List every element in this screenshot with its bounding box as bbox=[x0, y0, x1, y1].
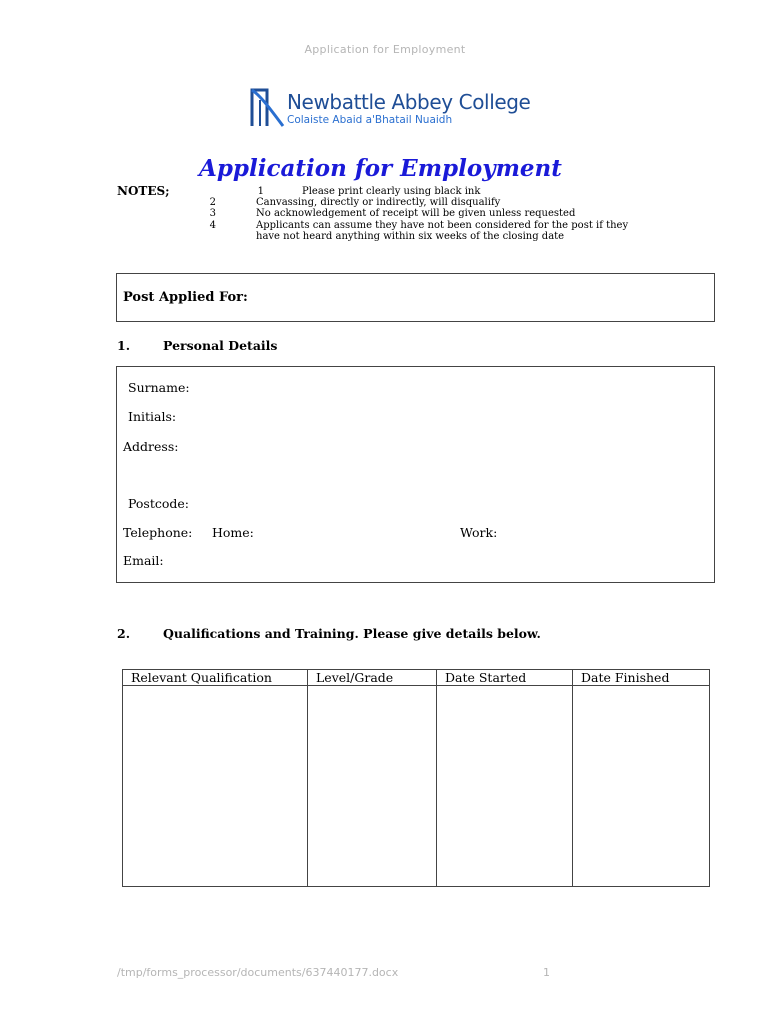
footer-page-number: 1 bbox=[543, 966, 550, 979]
note-text-continued: have not heard anything within six weeks of the closing date bbox=[256, 231, 565, 242]
notes-label: NOTES; bbox=[117, 184, 170, 198]
surname-field[interactable]: Surname: bbox=[128, 380, 190, 395]
footer-file-path: /tmp/forms_processor/documents/637440177.docx bbox=[117, 966, 399, 979]
date-started-cell[interactable] bbox=[437, 686, 573, 887]
note-number: 3 bbox=[209, 208, 216, 219]
personal-details-box bbox=[116, 366, 715, 583]
college-logo bbox=[249, 86, 529, 130]
table-row bbox=[123, 686, 710, 887]
column-header: Relevant Qualification bbox=[123, 670, 308, 686]
college-name: Newbattle Abbey College bbox=[287, 90, 531, 114]
page-title: Application for Employment bbox=[199, 155, 562, 182]
section-2-number: 2. bbox=[117, 626, 131, 641]
postcode-field[interactable]: Postcode: bbox=[128, 496, 190, 511]
note-number: 4 bbox=[209, 220, 216, 231]
qualifications-table bbox=[122, 669, 710, 887]
level-grade-cell[interactable] bbox=[308, 686, 437, 887]
address-field[interactable]: Address: bbox=[123, 439, 179, 454]
column-header: Level/Grade bbox=[308, 670, 437, 686]
running-header: Application for Employment bbox=[304, 43, 466, 56]
note-text: Canvassing, directly or indirectly, will disqualify bbox=[256, 197, 501, 208]
initials-field[interactable]: Initials: bbox=[128, 409, 177, 424]
section-1-title: Personal Details bbox=[163, 338, 278, 353]
date-finished-cell[interactable] bbox=[573, 686, 710, 887]
work-phone-field[interactable]: Work: bbox=[460, 525, 498, 540]
column-header: Date Finished bbox=[573, 670, 710, 686]
section-1-number: 1. bbox=[117, 338, 131, 353]
note-text: No acknowledgement of receipt will be given unless requested bbox=[256, 208, 576, 219]
college-logo-mark-icon bbox=[249, 86, 285, 128]
email-field[interactable]: Email: bbox=[123, 553, 164, 568]
column-header: Date Started bbox=[437, 670, 573, 686]
section-2-title: Qualifications and Training. Please give details below. bbox=[163, 626, 541, 641]
note-number: 2 bbox=[209, 197, 216, 208]
telephone-label: Telephone: bbox=[123, 525, 193, 540]
home-phone-field[interactable]: Home: bbox=[212, 525, 254, 540]
post-applied-label: Post Applied For: bbox=[123, 290, 248, 305]
note-number: 1 bbox=[257, 186, 264, 197]
qualification-cell[interactable] bbox=[123, 686, 308, 887]
note-text: Please print clearly using black ink bbox=[302, 186, 481, 197]
note-text: Applicants can assume they have not been considered for the post if they bbox=[256, 220, 629, 231]
table-header-row bbox=[123, 670, 710, 686]
college-name-gaelic: Colaiste Abaid a'Bhatail Nuaidh bbox=[287, 114, 453, 126]
